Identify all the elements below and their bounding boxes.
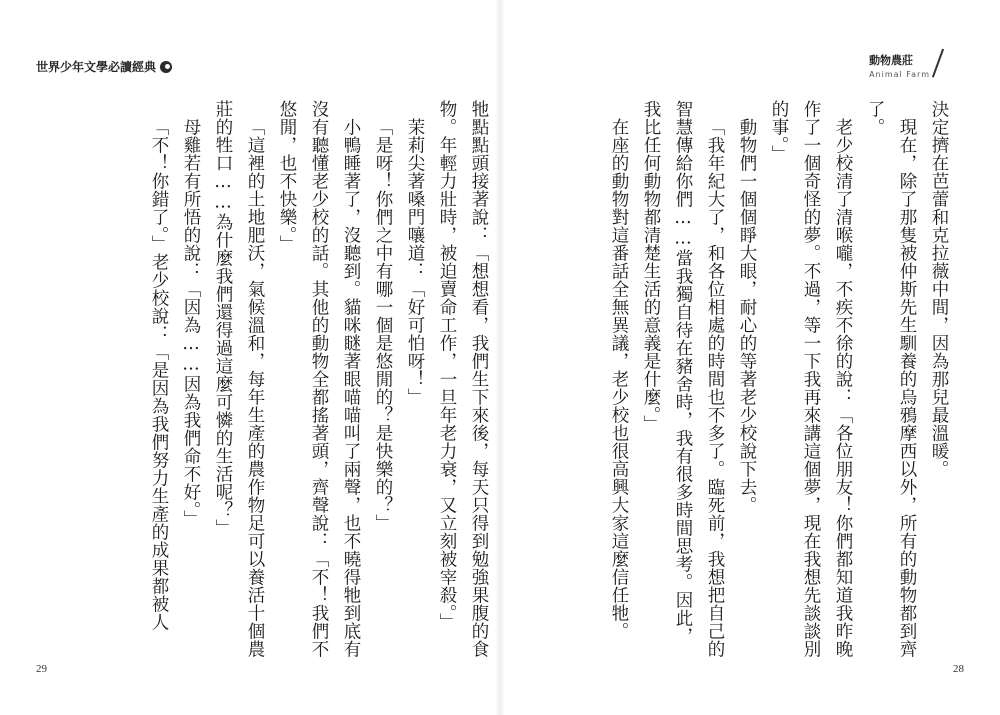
page-number-right: 28 xyxy=(953,663,964,675)
paragraph: 茉莉尖著嗓門嚷道：「好可怕呀！」 xyxy=(405,117,425,406)
paragraph: 「我年紀大了，和各位相處的時間也不多了。臨死前，我想把自己的智慧傳給你們……當我獨自待在豬舍時，我有很多時間思考。因此，我比任何動物都清楚生活的意義是什麼。」 xyxy=(641,100,725,658)
book-title-header xyxy=(869,52,930,79)
book-title-english: Animal Farm xyxy=(869,70,930,79)
series-header xyxy=(36,58,172,75)
paragraph: 在座的動物對這番話全無異議，老少校也很高興大家這麼信任牠。 xyxy=(609,117,629,640)
paragraph: 老少校清了清喉嚨，不疾不徐的說：「各位朋友！你們都知道我昨晚作了一個奇怪的夢。不過，等一下我再來講這個夢，現在我想先談談別的事。」 xyxy=(769,100,853,658)
paragraph: 現在，除了那隻被仲斯先生馴養的烏鴉摩西以外，所有的動物都到齊了。 xyxy=(865,100,917,658)
paragraph: 決定擠在芭蕾和克拉薇中間，因為那兒最溫暖。 xyxy=(929,100,949,478)
paragraph: 牠點點頭接著說：「想想看，我們生下來後，每天只得到勉強果腹的食物。年輕力壯時，被迫賣命工作，一旦年老力衰，又立刻被宰殺。」 xyxy=(437,100,489,658)
right-page-body xyxy=(525,100,955,660)
series-title: 世界少年文學必讀經典 xyxy=(36,60,157,74)
paragraph: 動物們一個個睜大眼，耐心的等著老少校說下去。 xyxy=(737,117,757,514)
book-gutter xyxy=(495,0,505,715)
paragraph: 「不！你錯了。」老少校說：「是因為我們努力生產的成果都被人 xyxy=(149,117,169,631)
paragraph: 「是呀！你們之中有哪一個是悠閒的？是快樂的？」 xyxy=(373,117,393,532)
paragraph: 母雞若有所悟的說：「因為……因為我們命不好。」 xyxy=(181,117,201,528)
page-number-left: 29 xyxy=(36,663,47,675)
paragraph: 「這裡的土地肥沃，氣候溫和，每年生產的農作物足可以養活十個農莊的牲口……為什麼我們還得過這麼可憐的生活呢？」 xyxy=(213,100,265,658)
series-logo-icon xyxy=(160,61,172,73)
paragraph: 小鴨睡著了，沒聽到。貓咪瞇著眼喵喵叫了兩聲，也不曉得牠到底有沒有聽懂老少校的話。其他的動物全都搖著頭，齊聲說：「不！我們不悠閒，也不快樂。」 xyxy=(277,100,361,658)
left-page-body xyxy=(75,100,495,660)
decorative-slash-icon xyxy=(931,49,943,78)
book-title-chinese: 動物農莊 xyxy=(869,54,914,67)
